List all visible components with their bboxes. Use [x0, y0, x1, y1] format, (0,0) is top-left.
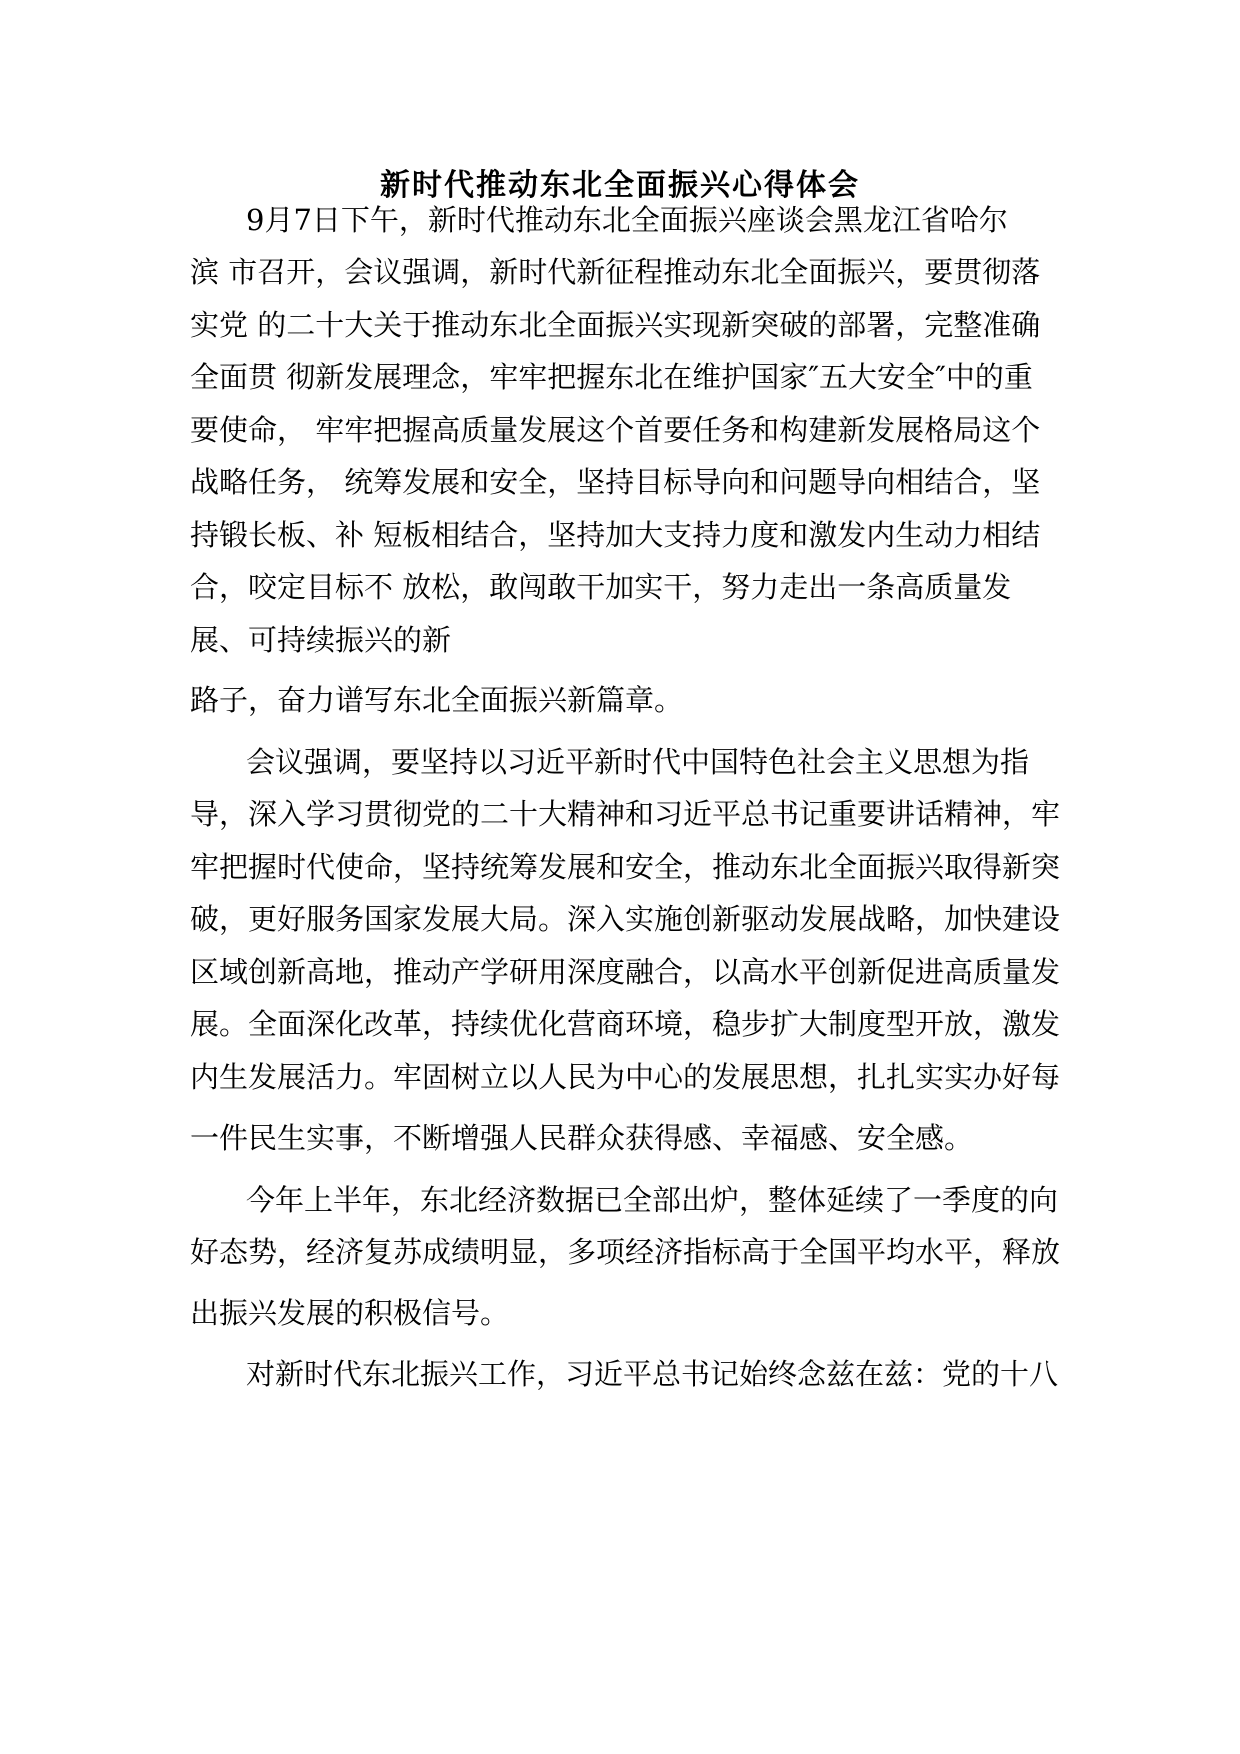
text-line: 出振兴发展的积极信号。: [190, 1296, 510, 1330]
text-line: 导，深入学习贯彻党的二十大精神和习近平总书记重要讲话精神，牢: [190, 797, 1061, 831]
text-line: 展。全面深化改革，持续优化营商环境，稳步扩大制度型开放，激发: [190, 1007, 1061, 1041]
text-line: 持锻长板、补 短板相结合，坚持加大支持力度和激发内生动力相结: [190, 518, 1041, 552]
text-line: 9月7日下午，新时代推动东北全面振兴座谈会黑龙江省哈尔: [246, 203, 1008, 237]
text-line: 内生发展活力。牢固树立以人民为中心的发展思想，扎扎实实办好每: [190, 1060, 1061, 1094]
text-line: 战略任务， 统筹发展和安全，坚持目标导向和问题导向相结合，坚: [190, 465, 1041, 499]
text-line: 好态势，经济复苏成绩明显，多项经济指标高于全国平均水平，释放: [190, 1235, 1061, 1269]
text-line: 实党 的二十大关于推动东北全面振兴实现新突破的部署，完整准确: [190, 308, 1041, 342]
text-line: 对新时代东北振兴工作，习近平总书记始终念兹在兹：党的十八: [246, 1357, 1059, 1391]
text-line: 区域创新高地，推动产学研用深度融合，以高水平创新促进高质量发: [190, 955, 1061, 989]
text-line: 路子，奋力谱写东北全面振兴新篇章。: [190, 683, 684, 717]
text-line: 会议强调，要坚持以习近平新时代中国特色社会主义思想为指: [246, 745, 1030, 779]
text-line: 要使命， 牢牢把握高质量发展这个首要任务和构建新发展格局这个: [190, 413, 1041, 447]
text-line: 全面贯 彻新发展理念，牢牢把握东北在维护国家″五大安全″中的重: [190, 360, 1033, 394]
text-line: 一件民生实事，不断增强人民群众获得感、幸福感、安全感。: [190, 1121, 974, 1155]
text-line: 滨 市召开，会议强调，新时代新征程推动东北全面振兴，要贯彻落: [190, 255, 1041, 289]
text-line: 破，更好服务国家发展大局。深入实施创新驱动发展战略，加快建设: [190, 902, 1061, 936]
text-line: 合，咬定目标不 放松，敢闯敢干加实干，努力走出一条高质量发: [190, 570, 1012, 604]
text-line: 今年上半年，东北经济数据已全部出炉，整体延续了一季度的向: [246, 1183, 1059, 1217]
text-line: 展、可持续振兴的新: [190, 623, 452, 657]
text-line: 牢把握时代使命，坚持统筹发展和安全，推动东北全面振兴取得新突: [190, 850, 1061, 884]
document-title: 新时代推动东北全面振兴心得体会: [380, 168, 860, 203]
